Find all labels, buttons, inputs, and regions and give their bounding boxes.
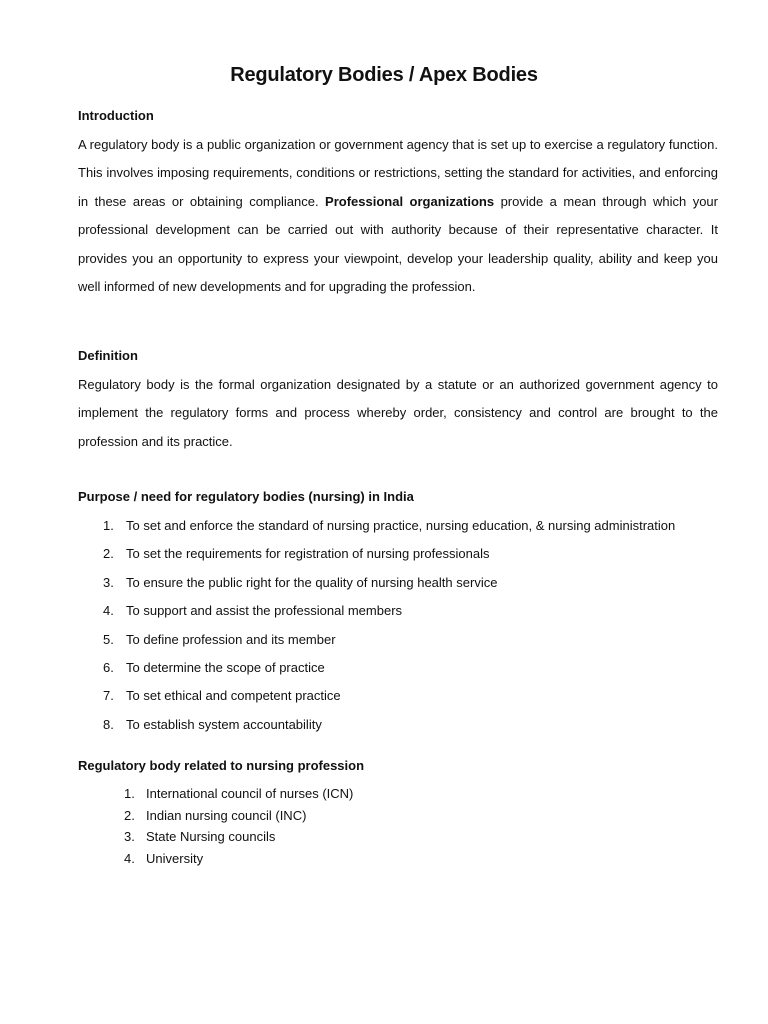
list-number: 5. <box>103 631 114 647</box>
regulatory-body-item <box>78 783 698 805</box>
list-text: To support and assist the professional members <box>126 603 403 619</box>
regulatory-bodies-heading: Regulatory body related to nursing profession <box>78 758 365 773</box>
list-number: 2. <box>124 807 135 823</box>
introduction-text-part2: provide a mean through which your professional development can be carried out with authority because of their representative character. It provides you an opportunity to express your viewpoint, develop your leadership quality, ability and keep you well informed of new developments and for upgrading the profession. <box>78 193 718 295</box>
list-text: To define profession and its member <box>126 631 336 647</box>
list-text: To set ethical and competent practice <box>126 688 341 704</box>
list-text: University <box>146 850 204 866</box>
purpose-list <box>78 512 728 739</box>
list-number: 3. <box>103 574 114 590</box>
list-text: To set the requirements for registration of nursing professionals <box>126 546 490 562</box>
purpose-list-item <box>78 682 728 710</box>
introduction-text-bold: Professional organizations <box>325 193 495 209</box>
list-number: 1. <box>124 786 135 801</box>
list-text: International council of nurses (ICN) <box>146 786 354 801</box>
list-number: 6. <box>103 659 114 675</box>
list-number: 4. <box>124 850 135 866</box>
purpose-list-item <box>78 597 728 625</box>
introduction-text-part1: A regulatory body is a public organization or government agency that is set up to exercise a regulatory function. This involves imposing requirements, conditions or restrictions, setting the standard for activities, and enforcing in these areas or obtaining compliance. <box>78 137 718 209</box>
definition-heading: Definition <box>78 348 138 363</box>
definition-paragraph: Regulatory body is the formal organization designated by a statute or an authorized government agency to implement the regulatory forms and process whereby order, consistency and control are brought to the profession and its practice. <box>78 377 718 449</box>
regulatory-body-item <box>78 848 698 870</box>
purpose-list-item <box>78 540 728 568</box>
purpose-list-item <box>78 569 728 597</box>
introduction-paragraph <box>78 131 718 301</box>
list-number: 8. <box>103 716 114 732</box>
purpose-list-item <box>78 711 728 739</box>
purpose-list-item <box>78 654 728 682</box>
purpose-list-item <box>78 512 728 540</box>
list-number: 2. <box>103 546 114 562</box>
list-number: 4. <box>103 603 114 619</box>
list-text: To set and enforce the standard of nursing practice, nursing education, & nursing administration <box>126 518 676 533</box>
list-text: Indian nursing council (INC) <box>146 807 307 823</box>
regulatory-bodies-list <box>78 783 698 869</box>
regulatory-body-item <box>78 826 698 848</box>
list-number: 7. <box>103 688 114 704</box>
purpose-heading: Purpose / need for regulatory bodies (nursing) in India <box>78 489 414 504</box>
list-number: 3. <box>124 829 135 844</box>
introduction-heading: Introduction <box>78 108 154 123</box>
page-title: Regulatory Bodies / Apex Bodies <box>230 64 538 86</box>
list-text: To ensure the public right for the quality of nursing health service <box>126 574 498 590</box>
regulatory-body-item <box>78 805 698 827</box>
list-number: 1. <box>103 518 114 533</box>
purpose-list-item <box>78 626 728 654</box>
list-text: To determine the scope of practice <box>126 659 325 675</box>
list-text: To establish system accountability <box>126 716 322 732</box>
list-text: State Nursing councils <box>146 829 276 844</box>
